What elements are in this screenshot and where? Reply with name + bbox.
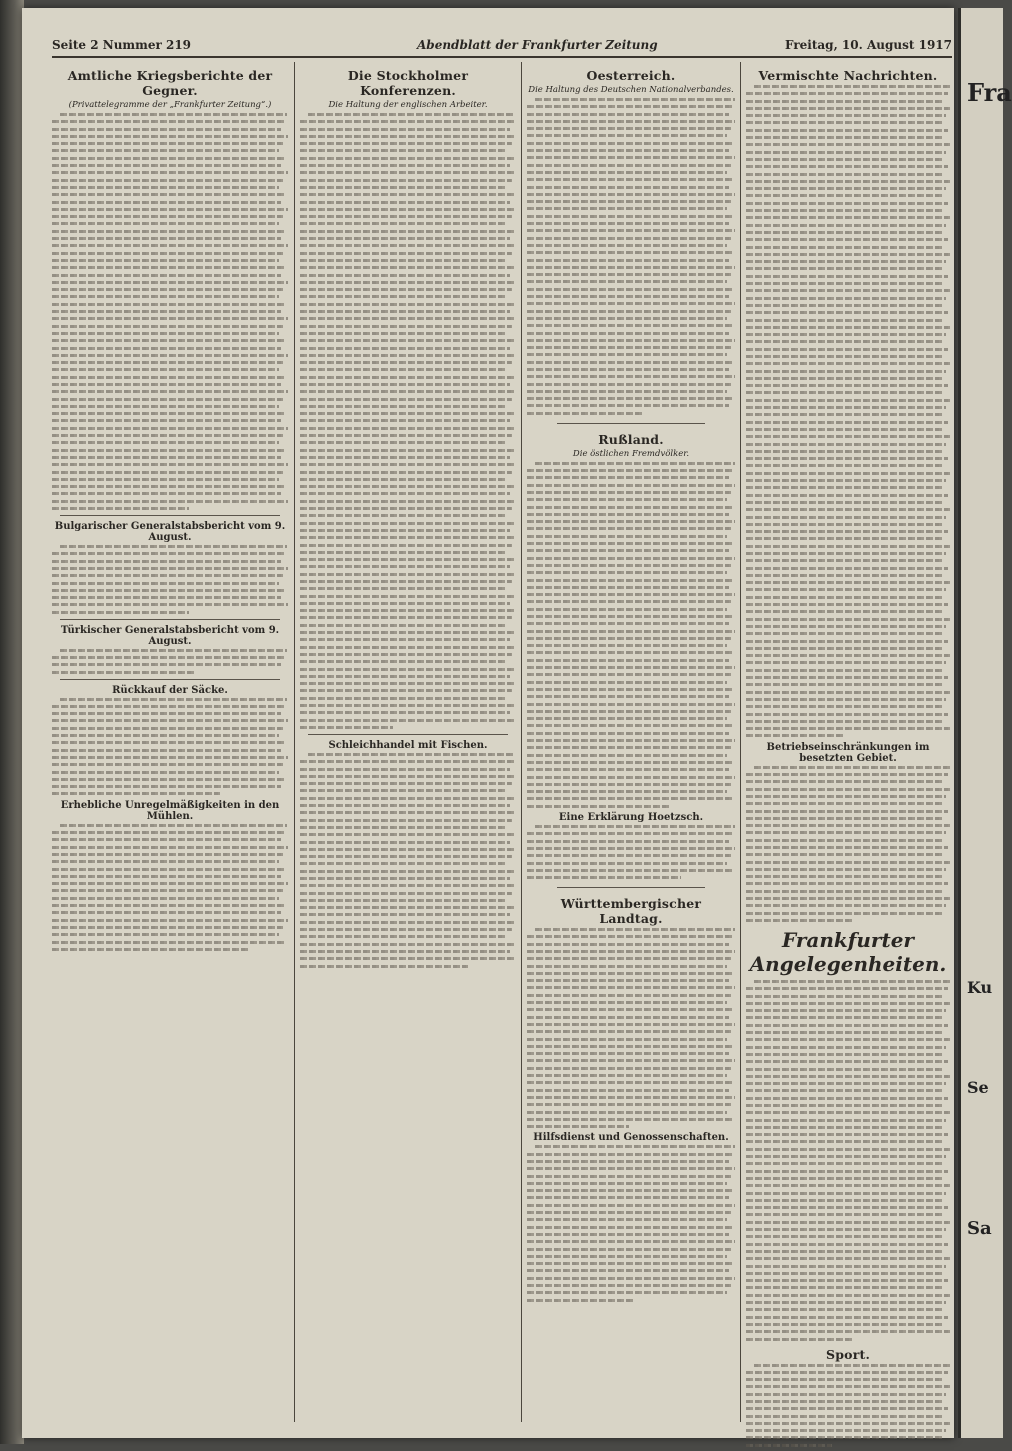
article-title-muehlen: Erhebliche Unregelmäßigkeiten in den Mühlen. xyxy=(60,799,280,822)
article-title-kriegsberichte: Amtliche Kriegsberichte der Gegner. xyxy=(67,68,273,98)
issue-date: Freitag, 10. August 1917 xyxy=(785,38,952,52)
article-subtitle-stockholm: Die Haltung der englischen Arbeiter. xyxy=(328,100,488,110)
adjacent-page-heading: Fra xyxy=(967,78,1012,107)
divider xyxy=(308,734,508,735)
article-body xyxy=(746,766,950,922)
article-title-frankfurt: Frankfurter Angelegenheiten. xyxy=(749,927,947,976)
adjacent-page-heading: Se xyxy=(967,1078,989,1097)
article-title-hoetzsch: Eine Erklärung Hoetzsch. xyxy=(558,812,704,824)
column-rule xyxy=(521,62,522,1422)
article-title-vermischtes: Vermischte Nachrichten. xyxy=(758,68,938,83)
article-body xyxy=(300,753,516,968)
article-body xyxy=(527,462,735,808)
article-title-oesterreich: Oesterreich. xyxy=(586,68,676,83)
article-body xyxy=(746,85,950,737)
divider xyxy=(60,679,280,680)
column-2 xyxy=(300,62,516,972)
article-title-landtag: Württembergischer Landtag. xyxy=(560,896,702,927)
newspaper-title: Abendblatt der Frankfurter Zeitung xyxy=(417,38,658,52)
article-title-saecke: Rückkauf der Säcke. xyxy=(112,684,228,696)
divider xyxy=(557,423,705,424)
article-body xyxy=(746,1364,950,1447)
divider xyxy=(557,887,705,888)
adjacent-page-edge xyxy=(958,8,1012,1438)
adjacent-page-heading: Sa xyxy=(967,1218,992,1239)
article-body xyxy=(52,113,288,510)
column-3 xyxy=(527,62,735,1306)
article-body xyxy=(527,98,735,415)
article-title-stockholm: Die Stockholmer Konferenzen. xyxy=(347,68,469,98)
article-body xyxy=(52,545,288,614)
article-title-fische: Schleichhandel mit Fischen. xyxy=(328,739,488,751)
divider xyxy=(60,515,280,516)
article-subtitle-russland: Die östlichen Fremdvölker. xyxy=(572,448,690,459)
article-body xyxy=(52,824,288,951)
adjacent-page-heading: Ku xyxy=(967,978,993,997)
article-body xyxy=(527,1145,735,1301)
article-title-russland: Rußland. xyxy=(598,431,664,447)
newspaper-page xyxy=(22,8,954,1438)
article-title-tuerkisch: Türkischer Generalstabsbericht vom 9. August. xyxy=(60,624,280,647)
column-rule xyxy=(740,62,741,1422)
column-rule xyxy=(294,62,295,1422)
divider xyxy=(60,619,280,620)
article-body xyxy=(527,825,735,879)
article-title-besetzt: Betriebseinschränkungen im besetzten Gebiet. xyxy=(766,741,930,764)
page-masthead xyxy=(52,36,952,58)
article-subtitle-oesterreich: Die Haltung des Deutschen Nationalverbandes. xyxy=(528,85,734,95)
article-body xyxy=(52,698,288,796)
article-title-hilfsdienst: Hilfsdienst und Genossenschaften. xyxy=(533,1132,729,1144)
column-4 xyxy=(746,62,950,1451)
column-1 xyxy=(52,62,288,955)
page-number: Seite 2 Nummer 219 xyxy=(52,38,192,52)
article-title-bulgarisch: Bulgarischer Generalstabsbericht vom 9. August. xyxy=(54,521,286,544)
book-spine xyxy=(0,0,24,1444)
article-body xyxy=(52,649,288,674)
article-body xyxy=(527,928,735,1128)
article-subtitle-kriegsberichte: (Privattelegramme der „Frankfurter Zeitung“.) xyxy=(68,100,272,110)
article-body xyxy=(746,980,950,1341)
article-body xyxy=(300,113,516,729)
article-title-sport: Sport. xyxy=(825,1346,871,1362)
